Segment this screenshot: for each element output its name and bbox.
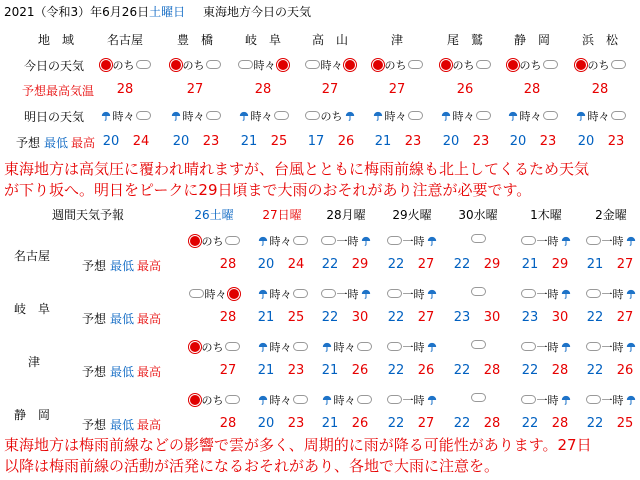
region-header-label: 地 域	[38, 33, 75, 47]
forecast-label	[82, 363, 161, 380]
weather-cell	[514, 392, 578, 408]
cloud-icon	[225, 236, 240, 245]
sun-icon	[190, 395, 200, 405]
weather-connector: のち	[384, 59, 407, 72]
city-name: 名古屋	[14, 249, 51, 263]
umbrella-icon	[560, 236, 572, 246]
tomorrow-max-temp: 26	[337, 134, 355, 149]
weather-connector: のち	[320, 110, 343, 123]
sun-icon	[576, 60, 586, 70]
high-temp: 27	[219, 363, 237, 378]
umbrella-icon	[257, 236, 269, 246]
umbrella-icon	[100, 111, 112, 121]
weather-cell	[163, 108, 227, 124]
city-name: 岐 阜	[14, 302, 51, 316]
cloud-icon	[387, 342, 402, 351]
weather-connector: 時々	[269, 235, 292, 248]
cloud-icon	[476, 60, 491, 69]
max-label: 最高	[71, 136, 96, 150]
region-name: 高 山	[311, 33, 348, 47]
weather-connector: のち	[201, 235, 224, 248]
header	[4, 3, 311, 20]
weather-cell	[446, 233, 510, 246]
weather-cell	[579, 286, 640, 302]
cloud-icon	[238, 60, 253, 69]
high-temp: 29	[351, 257, 369, 272]
low-temp: 22	[586, 416, 604, 431]
low-temp: 22	[387, 363, 405, 378]
weather-cell	[380, 233, 444, 249]
max-label: 最高	[137, 365, 162, 379]
cloud-icon	[305, 60, 320, 69]
region-name: 岐 阜	[244, 33, 281, 47]
umbrella-icon	[360, 236, 372, 246]
weather-cell	[314, 233, 378, 249]
cloud-icon	[189, 289, 204, 298]
weather-connector: 時々	[587, 110, 610, 123]
weather-connector: 一時	[402, 394, 425, 407]
weather-connector: のち	[587, 59, 610, 72]
tomorrow-min-temp: 20	[442, 134, 460, 149]
umbrella-icon	[257, 342, 269, 352]
low-temp: 21	[321, 363, 339, 378]
weather-connector: 時々	[269, 341, 292, 354]
forecast-text: 予想	[82, 418, 107, 432]
high-temp: 26	[417, 363, 435, 378]
weather-connector: 時々	[320, 59, 343, 72]
umbrella-icon	[257, 289, 269, 299]
high-temp: 30	[351, 310, 369, 325]
low-temp: 21	[521, 257, 539, 272]
weather-cell	[182, 392, 246, 408]
cloud-icon	[387, 236, 402, 245]
weather-cell	[568, 108, 632, 124]
day-header: 28月曜	[326, 208, 366, 222]
high-temp: 29	[551, 257, 569, 272]
cloud-icon	[543, 111, 558, 120]
weather-cell	[182, 286, 246, 302]
weather-cell	[446, 339, 510, 352]
weather-cell	[514, 339, 578, 355]
header-title: 東海地方今日の天気	[202, 5, 311, 19]
umbrella-icon	[321, 395, 333, 405]
low-temp: 23	[453, 310, 471, 325]
sun-icon	[508, 60, 518, 70]
min-label: 最低	[44, 136, 69, 150]
min-label: 最低	[110, 365, 135, 379]
low-temp: 22	[321, 257, 339, 272]
low-temp: 22	[521, 363, 539, 378]
cloud-icon	[225, 342, 240, 351]
region-name: 名古屋	[106, 33, 143, 47]
low-temp: 21	[321, 416, 339, 431]
forecast-label	[16, 134, 95, 151]
high-temp: 27	[616, 310, 634, 325]
cloud-icon	[206, 60, 221, 69]
cloud-icon	[305, 111, 320, 120]
weather-connector: 一時	[601, 235, 624, 248]
low-temp: 20	[257, 416, 275, 431]
day-header: 1木曜	[530, 208, 562, 222]
low-temp: 22	[321, 310, 339, 325]
day-header: 2金曜	[595, 208, 627, 222]
cloud-icon	[293, 342, 308, 351]
umbrella-icon	[507, 111, 519, 121]
cloud-icon	[521, 395, 536, 404]
weather-cell	[433, 57, 497, 73]
high-temp: 28	[551, 416, 569, 431]
weather-cell	[514, 233, 578, 249]
max-temp-value: 28	[116, 82, 134, 97]
sun-icon	[441, 60, 451, 70]
weather-cell	[182, 233, 246, 249]
weather-connector: のち	[201, 341, 224, 354]
weather-cell	[250, 339, 314, 355]
region-name: 豊 橋	[176, 33, 213, 47]
low-temp: 23	[521, 310, 539, 325]
weather-connector: のち	[452, 59, 475, 72]
umbrella-icon	[238, 111, 250, 121]
day-header: 29火曜	[392, 208, 432, 222]
weather-cell	[514, 286, 578, 302]
weather-connector: 時々	[250, 110, 273, 123]
sun-icon	[190, 236, 200, 246]
umbrella-icon	[257, 395, 269, 405]
weather-connector: 時々	[384, 110, 407, 123]
weather-cell	[380, 286, 444, 302]
weather-connector: 一時	[402, 341, 425, 354]
weather-connector: 一時	[336, 288, 359, 301]
cloud-icon	[611, 111, 626, 120]
weather-cell	[579, 339, 640, 355]
weather-cell	[380, 339, 444, 355]
tomorrow-max-temp: 24	[132, 134, 150, 149]
cloud-icon	[476, 111, 491, 120]
max-temp-label: 予想最高気温	[22, 84, 95, 98]
cloud-icon	[387, 289, 402, 298]
region-name: 津	[390, 33, 403, 47]
max-label: 最高	[137, 259, 162, 273]
cloud-icon	[471, 340, 486, 349]
umbrella-icon	[360, 289, 372, 299]
cloud-icon	[521, 289, 536, 298]
weather-connector: のち	[201, 394, 224, 407]
notice-2-line-1: 東海地方は梅雨前線などの影響で雲が多く、周期的に雨が降る可能性があります。27日	[4, 436, 592, 454]
umbrella-icon	[625, 289, 637, 299]
max-temp-value: 28	[591, 82, 609, 97]
umbrella-icon	[426, 395, 438, 405]
sun-icon	[345, 60, 355, 70]
weather-cell	[446, 392, 510, 405]
umbrella-icon	[321, 342, 333, 352]
high-temp: 23	[287, 416, 305, 431]
weather-cell	[446, 286, 510, 299]
notice-1-line-1: 東海地方は高気圧に覆われ晴れますが、台風とともに梅雨前線も北上してくるため天気	[4, 160, 590, 178]
umbrella-icon	[625, 236, 637, 246]
cloud-icon	[274, 111, 289, 120]
region-name: 浜 松	[581, 33, 618, 47]
low-temp: 22	[453, 257, 471, 272]
forecast-label	[82, 416, 161, 433]
umbrella-icon	[625, 342, 637, 352]
umbrella-icon	[344, 111, 356, 121]
weather-cell	[568, 57, 632, 73]
weather-cell	[250, 233, 314, 249]
weather-connector: 時々	[269, 394, 292, 407]
low-temp: 22	[453, 363, 471, 378]
low-temp: 22	[586, 310, 604, 325]
weather-cell	[579, 233, 640, 249]
cloud-icon	[136, 111, 151, 120]
region-name: 静 岡	[513, 33, 550, 47]
forecast-text: 予想	[16, 136, 41, 150]
weather-connector: のち	[519, 59, 542, 72]
tomorrow-weather-label: 明日の天気	[24, 110, 85, 124]
weather-connector: 時々	[204, 288, 227, 301]
max-temp-value: 26	[456, 82, 474, 97]
weather-cell	[298, 57, 362, 73]
forecast-notice-1	[4, 159, 589, 201]
weather-cell	[500, 57, 564, 73]
cloud-icon	[293, 236, 308, 245]
weather-connector: 時々	[333, 341, 356, 354]
header-day: 土曜日	[149, 5, 186, 19]
tomorrow-min-temp: 20	[509, 134, 527, 149]
tomorrow-max-temp: 23	[202, 134, 220, 149]
high-temp: 30	[551, 310, 569, 325]
cloud-icon	[321, 236, 336, 245]
low-temp: 20	[257, 257, 275, 272]
umbrella-icon	[170, 111, 182, 121]
umbrella-icon	[426, 289, 438, 299]
weather-cell	[433, 108, 497, 124]
sun-icon	[190, 342, 200, 352]
today-weather-label: 今日の天気	[24, 59, 85, 73]
weather-connector: 一時	[536, 394, 559, 407]
header-date: 2021（令和3）年6月26日	[4, 5, 150, 19]
notice-2-line-2: 以降は梅雨前線の活動が活発になるおそれがあり、各地で大雨に注意を。	[4, 457, 500, 475]
cloud-icon	[387, 395, 402, 404]
tomorrow-min-temp: 20	[172, 134, 190, 149]
weather-cell	[314, 339, 378, 355]
high-temp: 27	[417, 416, 435, 431]
weather-cell	[380, 392, 444, 408]
cloud-icon	[586, 289, 601, 298]
cloud-icon	[293, 395, 308, 404]
day-header: 27日曜	[262, 208, 302, 222]
tomorrow-max-temp: 23	[404, 134, 422, 149]
cloud-icon	[543, 60, 558, 69]
weather-cell	[163, 57, 227, 73]
forecast-label	[82, 310, 161, 327]
weather-connector: 一時	[402, 288, 425, 301]
weather-connector: 一時	[336, 235, 359, 248]
cloud-icon	[521, 342, 536, 351]
low-temp: 22	[521, 416, 539, 431]
high-temp: 29	[483, 257, 501, 272]
region-name: 尾 鷲	[446, 33, 483, 47]
weather-cell	[365, 108, 429, 124]
cloud-icon	[225, 395, 240, 404]
max-temp-value: 28	[523, 82, 541, 97]
forecast-notice-2	[4, 435, 592, 477]
umbrella-icon	[625, 395, 637, 405]
high-temp: 28	[219, 416, 237, 431]
high-temp: 27	[417, 257, 435, 272]
max-label: 最高	[137, 418, 162, 432]
cloud-icon	[471, 234, 486, 243]
tomorrow-min-temp: 20	[102, 134, 120, 149]
cloud-icon	[357, 342, 372, 351]
weather-cell	[93, 108, 157, 124]
high-temp: 27	[417, 310, 435, 325]
forecast-text: 予想	[82, 365, 107, 379]
cloud-icon	[293, 289, 308, 298]
weather-cell	[365, 57, 429, 73]
weather-connector: 一時	[402, 235, 425, 248]
tomorrow-min-temp: 20	[577, 134, 595, 149]
umbrella-icon	[560, 289, 572, 299]
weather-cell	[250, 392, 314, 408]
sun-icon	[373, 60, 383, 70]
umbrella-icon	[426, 236, 438, 246]
sun-icon	[171, 60, 181, 70]
weather-connector: 時々	[452, 110, 475, 123]
low-temp: 22	[586, 363, 604, 378]
weather-connector: 時々	[519, 110, 542, 123]
forecast-text: 予想	[82, 312, 107, 326]
weather-connector: 時々	[269, 288, 292, 301]
low-temp: 22	[387, 416, 405, 431]
low-temp: 22	[387, 310, 405, 325]
cloud-icon	[471, 287, 486, 296]
high-temp: 24	[287, 257, 305, 272]
tomorrow-max-temp: 25	[270, 134, 288, 149]
umbrella-icon	[575, 111, 587, 121]
weather-connector: 時々	[182, 110, 205, 123]
weather-cell	[182, 339, 246, 355]
high-temp: 27	[616, 257, 634, 272]
weather-connector: 時々	[253, 59, 276, 72]
weather-cell	[231, 57, 295, 73]
high-temp: 28	[483, 416, 501, 431]
cloud-icon	[357, 395, 372, 404]
high-temp: 28	[483, 363, 501, 378]
weather-cell	[250, 286, 314, 302]
min-label: 最低	[110, 259, 135, 273]
max-temp-value: 27	[388, 82, 406, 97]
high-temp: 25	[616, 416, 634, 431]
weather-connector: のち	[112, 59, 135, 72]
weather-cell	[500, 108, 564, 124]
umbrella-icon	[560, 395, 572, 405]
weather-connector: 一時	[601, 394, 624, 407]
high-temp: 28	[551, 363, 569, 378]
min-label: 最低	[110, 418, 135, 432]
umbrella-icon	[426, 342, 438, 352]
high-temp: 26	[616, 363, 634, 378]
max-temp-value: 27	[186, 82, 204, 97]
max-temp-value: 28	[254, 82, 272, 97]
weather-cell	[93, 57, 157, 73]
weather-cell	[579, 392, 640, 408]
umbrella-icon	[440, 111, 452, 121]
weather-connector: のち	[182, 59, 205, 72]
high-temp: 30	[483, 310, 501, 325]
day-header: 30水曜	[458, 208, 498, 222]
cloud-icon	[586, 342, 601, 351]
high-temp: 23	[287, 363, 305, 378]
city-name: 静 岡	[14, 408, 51, 422]
weather-cell	[231, 108, 295, 124]
tomorrow-max-temp: 23	[607, 134, 625, 149]
cloud-icon	[408, 111, 423, 120]
low-temp: 22	[453, 416, 471, 431]
max-temp-value: 27	[321, 82, 339, 97]
weather-cell	[314, 286, 378, 302]
weather-connector: 一時	[601, 288, 624, 301]
tomorrow-max-temp: 23	[472, 134, 490, 149]
cloud-icon	[206, 111, 221, 120]
umbrella-icon	[560, 342, 572, 352]
cloud-icon	[321, 289, 336, 298]
weather-connector: 一時	[536, 341, 559, 354]
tomorrow-min-temp: 21	[374, 134, 392, 149]
weather-connector: 一時	[601, 341, 624, 354]
cloud-icon	[408, 60, 423, 69]
high-temp: 28	[219, 257, 237, 272]
cloud-icon	[521, 236, 536, 245]
tomorrow-min-temp: 17	[307, 134, 325, 149]
low-temp: 21	[257, 310, 275, 325]
umbrella-icon	[372, 111, 384, 121]
low-temp: 22	[387, 257, 405, 272]
high-temp: 26	[351, 363, 369, 378]
weather-connector: 一時	[536, 288, 559, 301]
cloud-icon	[611, 60, 626, 69]
weather-connector: 時々	[112, 110, 135, 123]
high-temp: 28	[219, 310, 237, 325]
notice-1-line-2: が下り坂へ。明日をピークに29日頃まで大雨のおそれがあり注意が必要です。	[4, 181, 532, 199]
weather-connector: 時々	[333, 394, 356, 407]
min-label: 最低	[110, 312, 135, 326]
cloud-icon	[586, 395, 601, 404]
tomorrow-min-temp: 21	[240, 134, 258, 149]
low-temp: 21	[586, 257, 604, 272]
sun-icon	[229, 289, 239, 299]
city-name: 津	[28, 355, 41, 369]
day-header: 26土曜	[194, 208, 234, 222]
tomorrow-max-temp: 23	[539, 134, 557, 149]
cloud-icon	[586, 236, 601, 245]
cloud-icon	[471, 393, 486, 402]
weekly-title: 週間天気予報	[52, 208, 125, 222]
high-temp: 26	[351, 416, 369, 431]
max-label: 最高	[137, 312, 162, 326]
forecast-label	[82, 257, 161, 274]
sun-icon	[101, 60, 111, 70]
weather-cell	[314, 392, 378, 408]
sun-icon	[278, 60, 288, 70]
low-temp: 21	[257, 363, 275, 378]
weather-connector: 一時	[536, 235, 559, 248]
cloud-icon	[136, 60, 151, 69]
high-temp: 25	[287, 310, 305, 325]
weather-cell	[298, 108, 362, 124]
forecast-text: 予想	[82, 259, 107, 273]
